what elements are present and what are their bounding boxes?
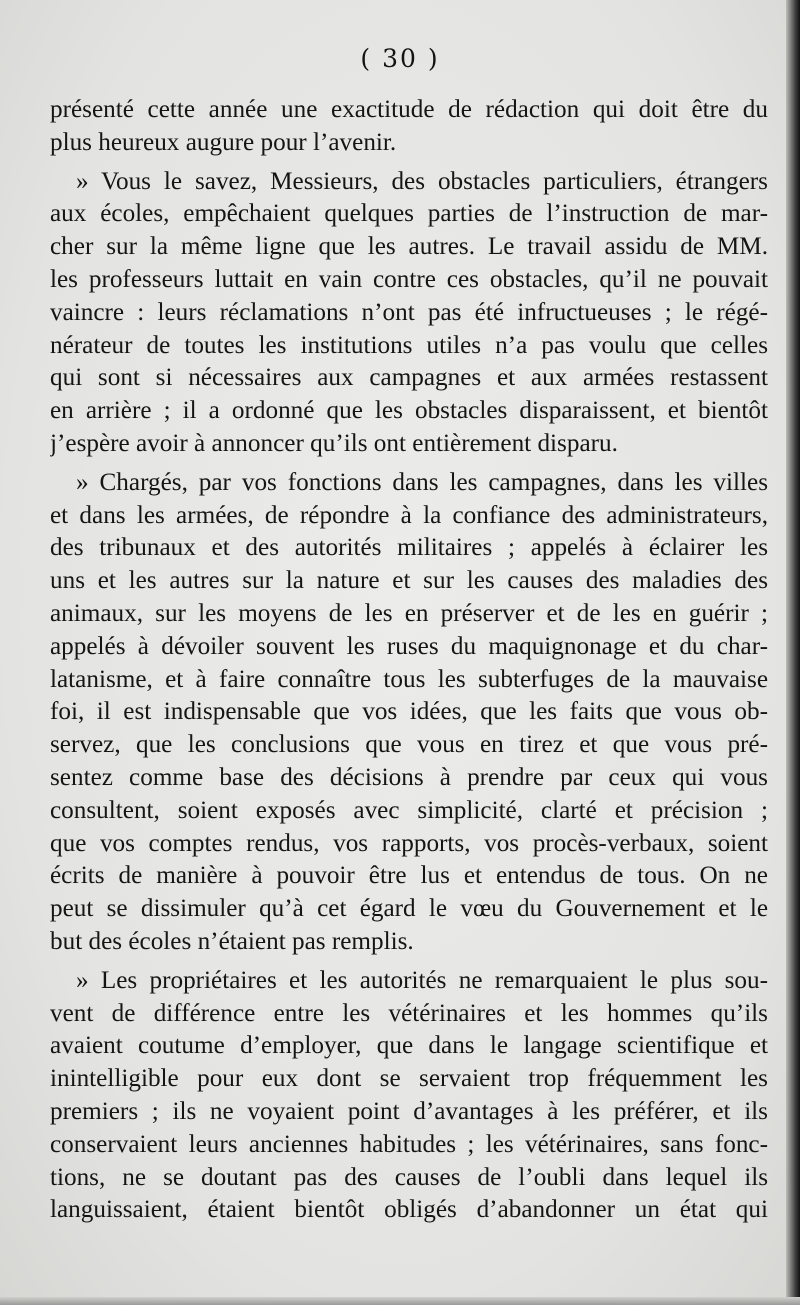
text-line: les professeurs luttait en vain contre ces obstacles, qu’il ne pouvait — [50, 265, 768, 293]
paragraph — [50, 166, 768, 461]
text-line: » Vous le savez, Messieurs, des obstacles particuliers, étrangers — [76, 167, 768, 195]
paragraph — [50, 965, 768, 1227]
text-line: et dans les armées, de répondre à la confiance des administrateurs, — [50, 501, 768, 529]
text-line: peut se dissimuler qu’à cet égard le vœu du Gouvernement et le — [50, 895, 768, 923]
text-line: servez, que les conclusions que vous en tirez et que vous pré- — [50, 731, 768, 759]
text-line: plus heureux augure pour l’avenir. — [50, 128, 397, 156]
body-text — [50, 94, 768, 1227]
text-line: que vos comptes rendus, vos rapports, vos procès-verbaux, soient — [50, 829, 768, 857]
text-line: cher sur la même ligne que les autres. Le travail assidu de MM. — [50, 233, 768, 261]
paragraph — [50, 467, 768, 959]
text-line: écrits de manière à pouvoir être lus et entendus de tous. On ne — [50, 862, 768, 890]
paragraph — [50, 94, 768, 160]
text-line: but des écoles n’étaient pas remplis. — [50, 927, 414, 955]
text-line: en arrière ; il a ordonné que les obstacles disparaissent, et bientôt — [50, 397, 768, 425]
text-line: présenté cette année une exactitude de rédaction qui doit être du — [50, 96, 768, 123]
text-line: qui sont si nécessaires aux campagnes et aux armées restassent — [50, 364, 768, 392]
text-line: inintelligible pour eux dont se servaient trop fréquemment les — [50, 1065, 768, 1093]
text-line: aux écoles, empêchaient quelques parties de l’instruction de mar- — [50, 200, 768, 228]
page-binding-edge — [786, 0, 800, 1305]
text-line: consultent, soient exposés avec simplicité, clarté et précision ; — [50, 796, 768, 824]
page-number: ( 30 ) — [360, 44, 440, 73]
text-line: foi, il est indispensable que vos idées, que les faits que vous ob- — [50, 698, 768, 726]
text-line: » Chargés, par vos fonctions dans les campagnes, dans les villes — [76, 468, 768, 496]
text-line: uns et les autres sur la nature et sur les causes des maladies des — [50, 567, 768, 595]
text-line: j’espère avoir à annoncer qu’ils ont entièrement disparu. — [50, 429, 618, 457]
text-line: conservaient leurs anciennes habitudes ; les vétérinaires, sans fonc- — [50, 1130, 768, 1158]
text-line: sentez comme base des décisions à prendre par ceux qui vous — [50, 763, 768, 791]
page-bottom-edge — [0, 1297, 800, 1305]
text-line: des tribunaux et des autorités militaires ; appelés à éclairer les — [50, 534, 768, 562]
text-line: » Les propriétaires et les autorités ne remarquaient le plus sou- — [76, 966, 768, 994]
text-line: nérateur de toutes les institutions utiles n’a pas voulu que celles — [50, 331, 768, 359]
text-line: latanisme, et à faire connaître tous les subterfuges de la mauvaise — [50, 665, 768, 693]
text-line: tions, ne se doutant pas des causes de l’oubli dans lequel ils — [50, 1163, 768, 1191]
text-line: animaux, sur les moyens de les en préserver et de les en guérir ; — [50, 599, 768, 627]
text-line: appelés à dévoiler souvent les ruses du maquignonage et du char- — [50, 632, 768, 660]
text-line: premiers ; ils ne voyaient point d’avantages à les préférer, et ils — [50, 1097, 768, 1125]
text-line: vent de différence entre les vétérinaires et les hommes qu’ils — [50, 999, 768, 1027]
text-line: languissaient, étaient bientôt obligés d’abandonner un état qui — [50, 1196, 768, 1224]
text-line: avaient coutume d’employer, que dans le langage scientifique et — [50, 1032, 768, 1060]
text-line: vaincre : leurs réclamations n’ont pas été infructueuses ; le régé- — [50, 298, 768, 326]
